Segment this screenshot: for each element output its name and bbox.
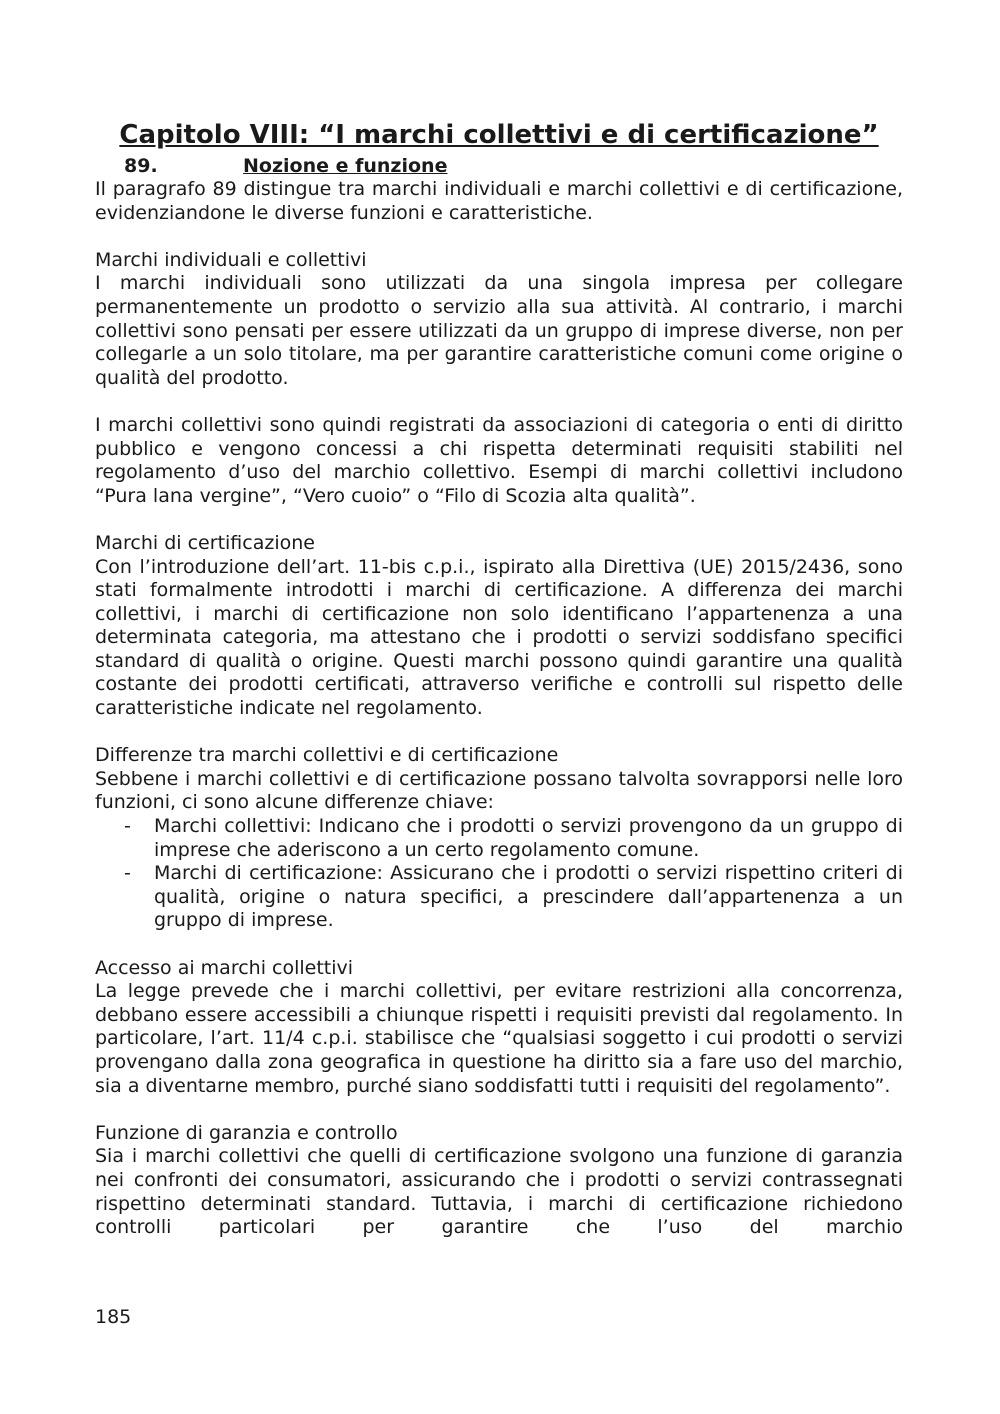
paragraph: Con l’introduzione dell’art. 11-bis c.p.i., ispirato alla Direttiva (UE) 2015/2436, sono stati formalmente introdotti i marchi di certificazione. A differenza dei marchi collettivi, i marchi di certificazione non solo identificano l’appartenenza a una determinata categoria, ma attestano che i prodotti o servizi soddisfano specifici standard di qualità o origine. Questi marchi possono quindi garantire una qualità costante dei prodotti certificati, attraverso verifiche e controlli sul rispetto delle caratteristiche indicate nel regolamento. <box>95 555 903 720</box>
dash-bullet: - <box>124 815 131 838</box>
paragraph: I marchi individuali sono utilizzati da una singola impresa per collegare permanentemente un prodotto o servizio alla sua attività. Al contrario, i marchi collettivi sono pensati per essere utilizzati da un gruppo di imprese diverse, non per collegarle a un solo titolare, ma per garantire caratteristiche comuni come origine o qualità del prodotto. <box>95 272 903 389</box>
subheading-differenze: Differenze tra marchi collettivi e di certificazione <box>95 744 559 767</box>
section-number: 89. <box>124 155 158 177</box>
subheading-certificazione: Marchi di certificazione <box>95 531 315 554</box>
subheading-individuali-collettivi: Marchi individuali e collettivi <box>95 248 367 271</box>
list-item <box>95 862 903 933</box>
paragraph: Sebbene i marchi collettivi e di certificazione possano talvolta sovrapporsi nelle loro funzioni, ci sono alcune differenze chiave: <box>95 767 903 814</box>
subheading-garanzia: Funzione di garanzia e controllo <box>95 1121 398 1144</box>
subheading-accesso: Accesso ai marchi collettivi <box>95 956 354 979</box>
paragraph: La legge prevede che i marchi collettivi, per evitare restrizioni alla concorrenza, debbano essere accessibili a chiunque rispetti i requisiti previsti dal regolamento. In particolare, l’art. 11/4 c.p.i. stabilisce che “qualsiasi soggetto i cui prodotti o servizi provengano dalla zona geografica in questione ha diritto sia a fare uso del marchio, sia a diventarne membro, purché siano soddisfatti tutti i requisiti del regolamento”. <box>95 980 903 1097</box>
paragraph: I marchi collettivi sono quindi registrati da associazioni di categoria o enti di diritto pubblico e vengono concessi a chi rispetta determinati requisiti stabiliti nel regolamento d’uso del marchio collettivo. Esempi di marchi collettivi includono “Pura lana vergine”, “Vero cuoio” o “Filo di Scozia alta qualità”. <box>95 413 903 507</box>
list-item-text: Marchi collettivi: Indicano che i prodotti o servizi provengono da un gruppo di imprese che aderiscono a un certo regolamento comune. <box>154 815 903 861</box>
differences-list <box>95 815 903 933</box>
dash-bullet: - <box>124 862 131 885</box>
document-page <box>95 118 903 1240</box>
section-heading <box>95 154 903 178</box>
list-item-text: Marchi di certificazione: Assicurano che i prodotti o servizi rispettino criteri di qualità, origine o natura specifici, a prescindere dall’appartenenza a un gruppo di imprese. <box>154 862 903 932</box>
chapter-title: Capitolo VIII: “I marchi collettivi e di certificazione” <box>119 120 879 150</box>
section-title: Nozione e funzione <box>243 155 448 177</box>
paragraph: Sia i marchi collettivi che quelli di certificazione svolgono una funzione di garanzia nei confronti dei consumatori, assicurando che i prodotti o servizi contrassegnati rispettino determinati standard. Tuttavia, i marchi di certificazione richiedono controlli particolari per garantire che l’uso del marchio <box>95 1145 903 1239</box>
intro-paragraph: Il paragrafo 89 distingue tra marchi individuali e marchi collettivi e di certificazione, evidenziandone le diverse funzioni e caratteristiche. <box>95 178 903 224</box>
page-number: 185 <box>95 1306 132 1328</box>
list-item <box>95 815 903 862</box>
